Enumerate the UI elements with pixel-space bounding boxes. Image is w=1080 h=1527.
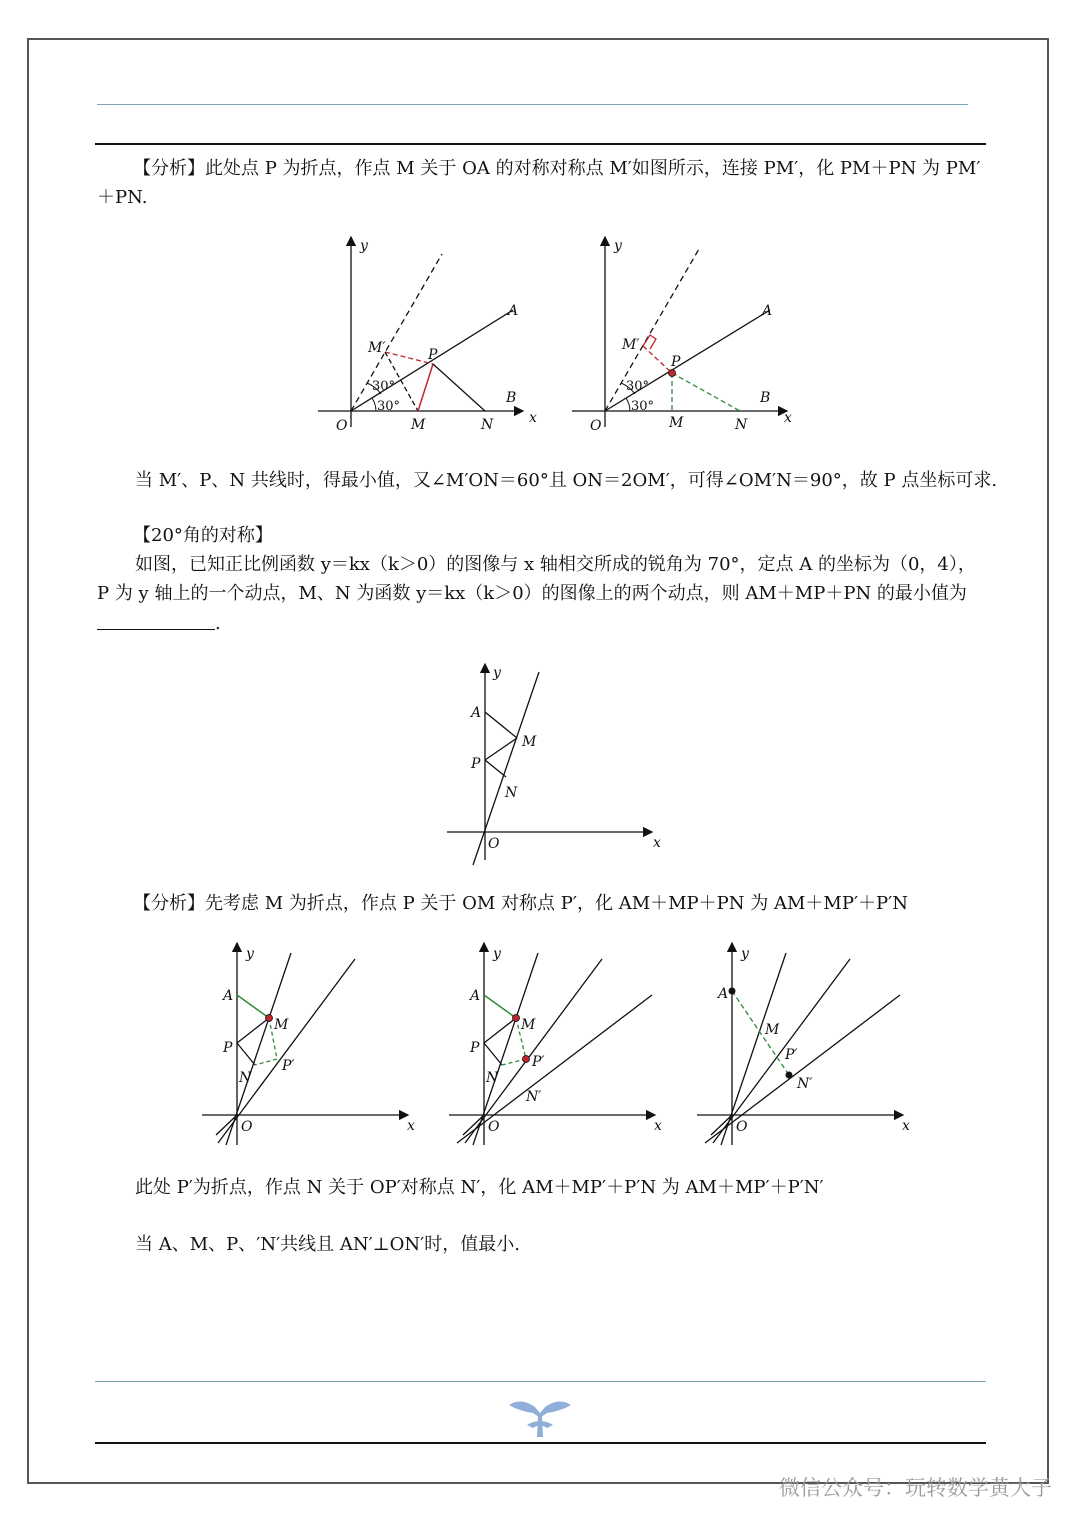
fig1-label-y: y (360, 238, 368, 254)
fig3-label-M: M (522, 734, 537, 750)
problem-title: 【20°角的对称】 (133, 525, 273, 546)
fig2-label-O: O (590, 418, 602, 434)
footer-rule-blue (95, 1381, 986, 1382)
fig6-label-y: y (741, 946, 749, 962)
fig5-label-Nprime: N′ (526, 1089, 542, 1105)
fig3-label-N: N (505, 785, 518, 801)
figure-2-problem (447, 660, 677, 870)
fig4-label-x: x (407, 1118, 415, 1134)
fig6-label-M: M (765, 1022, 780, 1038)
fig1-label-B: B (506, 390, 517, 406)
fig4-label-N: N (239, 1070, 252, 1086)
fig1-angle-upper: 30° (372, 379, 396, 394)
fig2-angle-lower: 30° (631, 399, 655, 414)
fig4-label-y: y (246, 946, 254, 962)
fig6-label-A: A (718, 986, 729, 1002)
fig3-label-A: A (471, 705, 482, 721)
fig2-label-y: y (614, 238, 622, 254)
figure-1-right (572, 232, 802, 442)
fig4-label-P: P (223, 1040, 233, 1056)
fig1-label-Mprime: M′ (368, 340, 386, 356)
footer-rule-black (95, 1442, 986, 1444)
fig6-label-Nprime: N′ (797, 1076, 813, 1092)
fig5-label-O: O (488, 1119, 500, 1135)
footer-logo (505, 1395, 575, 1441)
fig6-label-Pprime: P′ (785, 1047, 798, 1063)
fig2-label-x: x (784, 410, 792, 426)
fig4-label-O: O (241, 1119, 253, 1135)
fig3-label-x: x (653, 835, 661, 851)
fig5-label-y: y (493, 946, 501, 962)
fig4-label-M: M (274, 1017, 289, 1033)
fig1-label-O: O (336, 418, 348, 434)
figure-1-left (318, 232, 548, 442)
header-rule-black (95, 143, 986, 145)
fig1-label-x: x (529, 410, 537, 426)
fig5-label-x: x (654, 1118, 662, 1134)
fig2-label-N: N (735, 417, 748, 433)
fig6-label-O: O (736, 1119, 748, 1135)
fig2-label-A: A (762, 303, 773, 319)
fig3-label-y: y (493, 665, 501, 681)
fig1-label-M: M (411, 417, 426, 433)
watermark: 微信公众号：玩转数学黄大子 (779, 1476, 1052, 1500)
fig2-label-P: P (671, 354, 681, 370)
fig2-label-B: B (760, 390, 771, 406)
analysis1-line1: 【分析】此处点 P 为折点，作点 M 关于 OA 的对称对称点 M′如图所示，连接 PM′，化 PM＋PN 为 PM′ (133, 158, 981, 179)
problem-line2: P 为 y 轴上的一个动点，M、N 为函数 y＝kx（k＞0）的图像上的两个动点，则 AM＋MP＋PN 的最小值为 (97, 583, 967, 604)
step3-text: 当 A、M、P、′N′共线且 AN′⊥ON′时，值最小. (135, 1234, 520, 1255)
fig3-label-P: P (471, 756, 481, 772)
fig5-label-Pprime: P′ (532, 1054, 545, 1070)
answer-blank (97, 629, 215, 630)
figure-3-b (447, 935, 667, 1155)
problem-line1: 如图，已知正比例函数 y＝kx（k＞0）的图像与 x 轴相交所成的锐角为 70°，定点 A 的坐标为（0，4）， (135, 554, 976, 575)
fig1-label-A: A (508, 303, 519, 319)
fig2-label-Mprime: M′ (622, 337, 640, 353)
fig5-label-A: A (470, 988, 481, 1004)
step2-text: 此处 P′为折点，作点 N 关于 OP′对称点 N′，化 AM＋MP′＋P′N 为 AM＋MP′＋P′N′ (135, 1177, 824, 1198)
analysis2-text: 【分析】先考虑 M 为折点，作点 P 关于 OM 对称点 P′，化 AM＋MP＋PN 为 AM＋MP′＋P′N (133, 893, 908, 914)
fig2-angle-upper: 30° (626, 379, 650, 394)
fig3-label-O: O (488, 836, 500, 852)
fig6-label-x: x (902, 1118, 910, 1134)
answer-blank-period: . (215, 613, 221, 634)
header-rule-blue (97, 104, 968, 105)
fig2-label-M: M (669, 415, 684, 431)
fig1-angle-lower: 30° (377, 399, 401, 414)
fig5-label-N: N (486, 1070, 499, 1086)
analysis1-line2: ＋PN. (97, 187, 148, 208)
figure-3-a (200, 935, 420, 1155)
fig4-label-A: A (223, 988, 234, 1004)
fig1-label-P: P (428, 347, 438, 363)
result1-text: 当 M′、P、N 共线时，得最小值，又∠M′ON＝60°且 ON＝2OM′，可得∠OM′N＝90°，故 P 点坐标可求. (135, 470, 998, 491)
fig5-label-M: M (521, 1017, 536, 1033)
fig5-label-P: P (470, 1040, 480, 1056)
fig1-label-N: N (481, 417, 494, 433)
figure-3-c (695, 935, 915, 1155)
fig4-label-Pprime: P′ (282, 1058, 295, 1074)
